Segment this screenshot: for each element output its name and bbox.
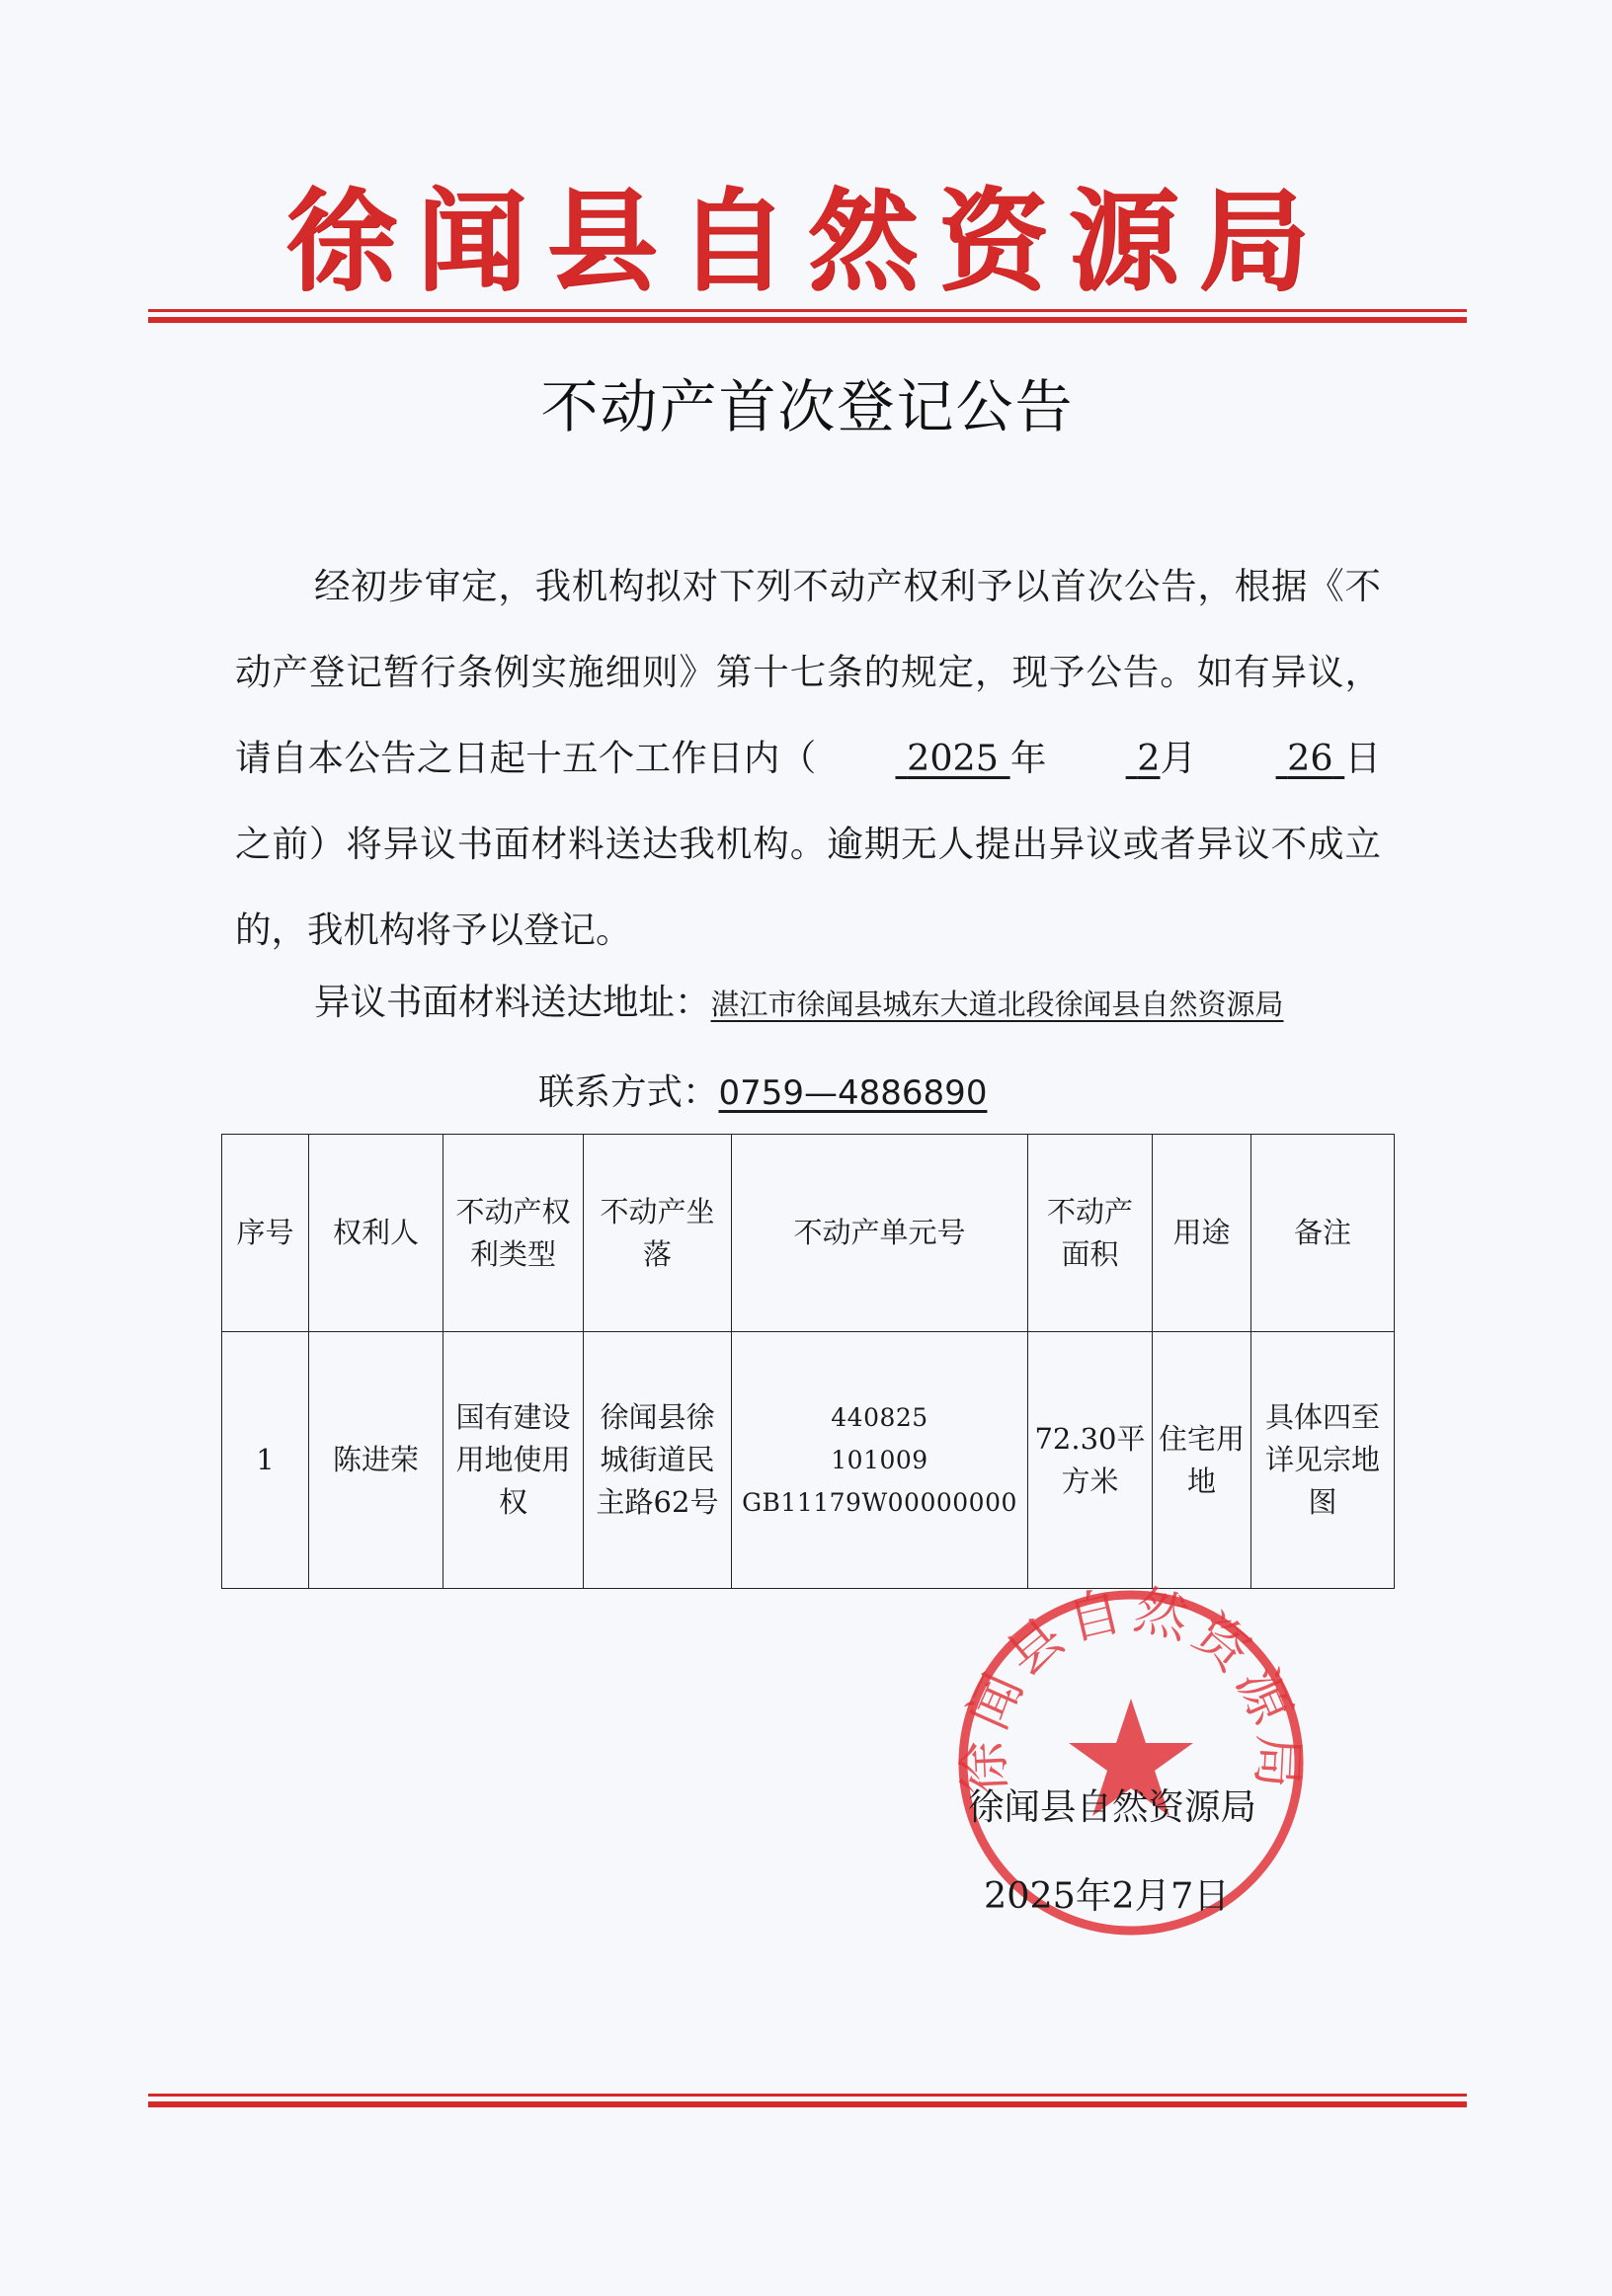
cell-usage: 住宅用地 <box>1153 1332 1251 1589</box>
body-text-part1: 经初步审定，我机构拟对下列不动产权利予以首次公告，根据《不动产登记暂行条例实施细则》第十七条的规定，现予公告。如有异议，请自本公告之日起十五个工作日内（ <box>235 565 1381 779</box>
year-char: 年 <box>1009 737 1047 779</box>
notice-body <box>235 543 1381 973</box>
letterhead-rule-thick <box>148 317 1467 323</box>
header-unit-no: 不动产单元号 <box>732 1135 1028 1332</box>
contact-value: 0759—4886890 <box>718 1073 988 1113</box>
footer-rule-thick <box>148 2101 1467 2107</box>
cell-seq: 1 <box>222 1332 309 1589</box>
notice-title: 不动产首次登记公告 <box>540 373 1075 440</box>
deadline-month <box>1047 715 1161 801</box>
cell-area: 72.30平方米 <box>1028 1332 1153 1589</box>
deadline-day-value: 26 <box>1287 737 1333 779</box>
footer-rule-thin <box>148 2094 1467 2097</box>
cell-unit-no <box>732 1332 1028 1589</box>
header-area: 不动产面积 <box>1028 1135 1153 1332</box>
deadline-month-value: 2 <box>1137 737 1161 779</box>
registration-table <box>221 1134 1395 1589</box>
address-value: 湛江市徐闻县城东大道北段徐闻县自然资源局 <box>710 988 1284 1021</box>
unit-no-line1: 440825 <box>831 1403 928 1432</box>
cell-remark: 具体四至详见宗地图 <box>1251 1332 1395 1589</box>
seal-text: 徐闻县自然资源局 <box>951 1580 1311 1796</box>
cell-location: 徐闻县徐城街道民主路62号 <box>584 1332 732 1589</box>
body-text-part2: 日之前）将异议书面材料送达我机构。逾期无人提出异议或者异议不成立的，我机构将予以登记。 <box>235 737 1382 951</box>
letterhead-rule-thin <box>148 309 1467 312</box>
header-holder: 权利人 <box>309 1135 443 1332</box>
cell-holder: 陈进荣 <box>309 1332 443 1589</box>
unit-no-line2: 101009 <box>831 1446 928 1474</box>
address-label: 异议书面材料送达地址： <box>314 981 711 1023</box>
table-header-row <box>222 1135 1395 1332</box>
unit-no-line3: GB11179W00000000 <box>742 1488 1017 1517</box>
contact-line <box>538 1061 1427 1125</box>
deadline-year <box>816 715 1009 801</box>
header-seq: 序号 <box>222 1135 309 1332</box>
header-remark: 备注 <box>1251 1135 1395 1332</box>
contact-label: 联系方式： <box>538 1070 719 1113</box>
cell-right-type: 国有建设用地使用权 <box>443 1332 584 1589</box>
deadline-year-value: 2025 <box>907 737 999 779</box>
signature-date: 2025年2月7日 <box>984 1874 1230 1917</box>
header-right-type: 不动产权利类型 <box>443 1135 584 1332</box>
deadline-day <box>1197 715 1345 801</box>
signature-org: 徐闻县自然资源局 <box>968 1785 1256 1828</box>
header-usage: 用途 <box>1153 1135 1251 1332</box>
letterhead-title: 徐闻县自然资源局 <box>285 177 1330 306</box>
table-row <box>222 1332 1395 1589</box>
address-line <box>314 973 1401 1034</box>
month-char: 月 <box>1160 737 1197 779</box>
header-location: 不动产坐落 <box>584 1135 732 1332</box>
